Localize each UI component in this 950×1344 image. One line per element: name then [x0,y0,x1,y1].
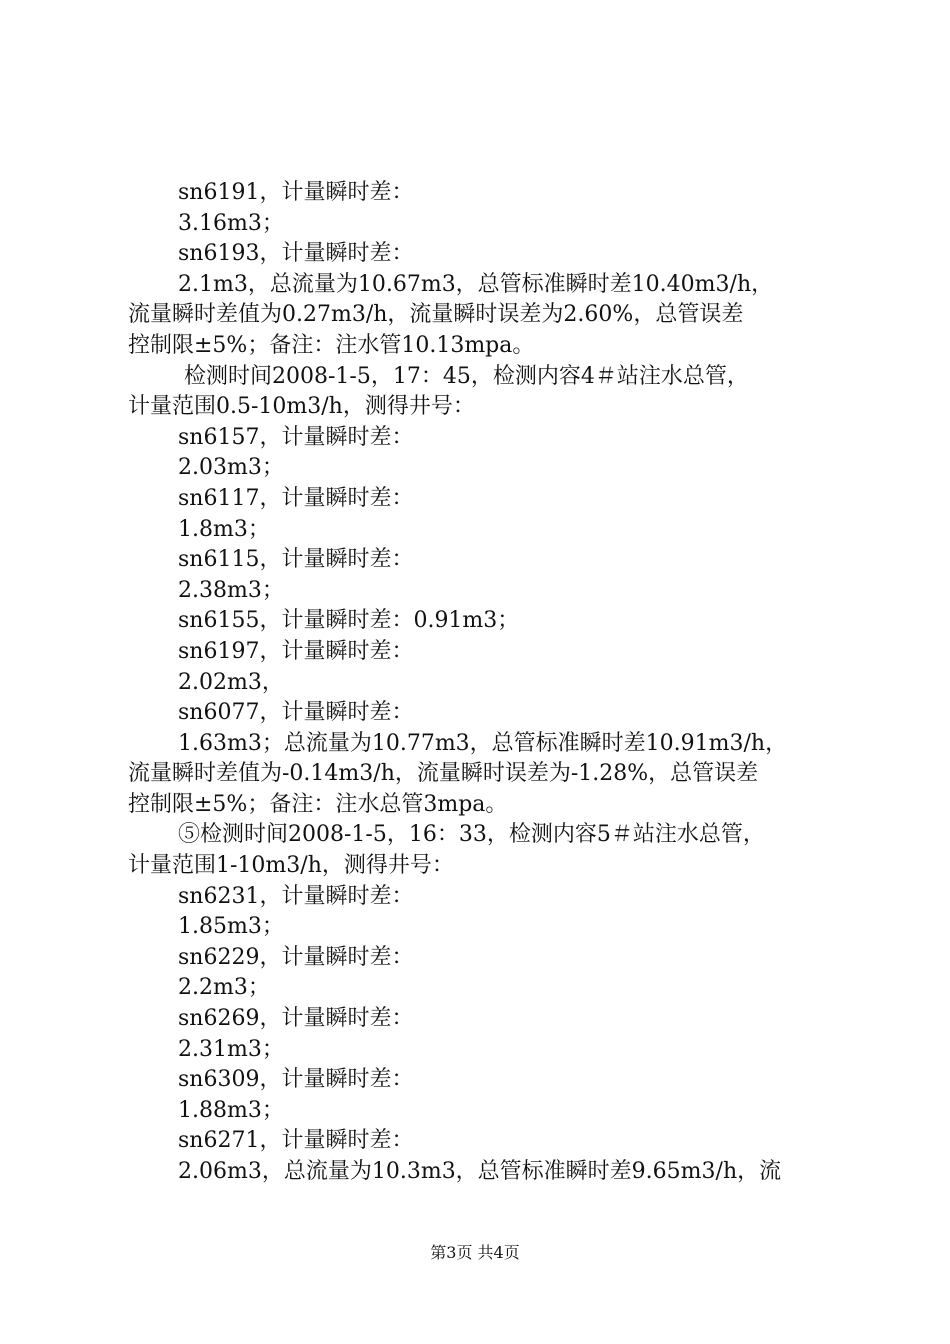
text-line: ⑤检测时间2008-1-5，16：33，检测内容5＃站注水总管， [178,822,765,848]
text-line: 计量范围1-10m3/h，测得井号： [128,853,454,879]
text-line: 1.85m3； [178,914,284,940]
text-line: 1.8m3； [178,516,270,542]
text-line: 2.2m3； [178,975,270,1001]
text-line: 1.63m3；总流量为10.77m3，总管标准瞬时差10.91m3/h， [178,730,788,756]
text-line: 3.16m3； [178,210,284,236]
text-line: 检测时间2008-1-5，17：45，检测内容4＃站注水总管， [184,363,749,389]
text-line: sn6309，计量瞬时差： [178,1067,414,1093]
text-line: 2.03m3； [178,455,284,481]
text-line: 1.88m3； [178,1097,284,1123]
text-line: 2.1m3，总流量为10.67m3，总管标准瞬时差10.40m3/h， [178,271,774,297]
text-line: 控制限±5%；备注：注水管10.13mpa。 [128,332,535,358]
text-line: 流量瞬时差值为-0.14m3/h，流量瞬时误差为-1.28%，总管误差 [128,761,759,787]
text-line: 2.38m3； [178,577,284,603]
text-line: sn6197，计量瞬时差： [178,638,414,664]
text-line: sn6117，计量瞬时差： [178,485,414,511]
text-line: 2.31m3； [178,1036,284,1062]
text-line: 控制限±5%；备注：注水总管3mpa。 [128,791,508,817]
text-line: 流量瞬时差值为0.27m3/h，流量瞬时误差为2.60%，总管误差 [128,302,744,328]
page-number: 第3页 共4页 [430,1243,520,1262]
text-line: sn6269，计量瞬时差： [178,1006,414,1032]
document-body [128,178,838,1188]
text-line: 2.02m3， [178,669,284,695]
text-line: sn6077，计量瞬时差： [178,700,414,726]
text-line: sn6191，计量瞬时差： [178,180,414,205]
text-line: sn6193，计量瞬时差： [178,241,414,267]
text-line: sn6157，计量瞬时差： [178,424,414,450]
text-line: sn6229，计量瞬时差： [178,944,414,970]
text-line: sn6115，计量瞬时差： [178,547,414,573]
text-line: sn6155，计量瞬时差：0.91m3； [178,608,520,634]
text-line: 2.06m3，总流量为10.3m3，总管标准瞬时差9.65m3/h，流 [178,1159,782,1184]
text-line: 计量范围0.5-10m3/h，测得井号： [128,394,475,420]
text-line: sn6231，计量瞬时差： [178,883,414,909]
text-line: sn6271，计量瞬时差： [178,1128,414,1154]
